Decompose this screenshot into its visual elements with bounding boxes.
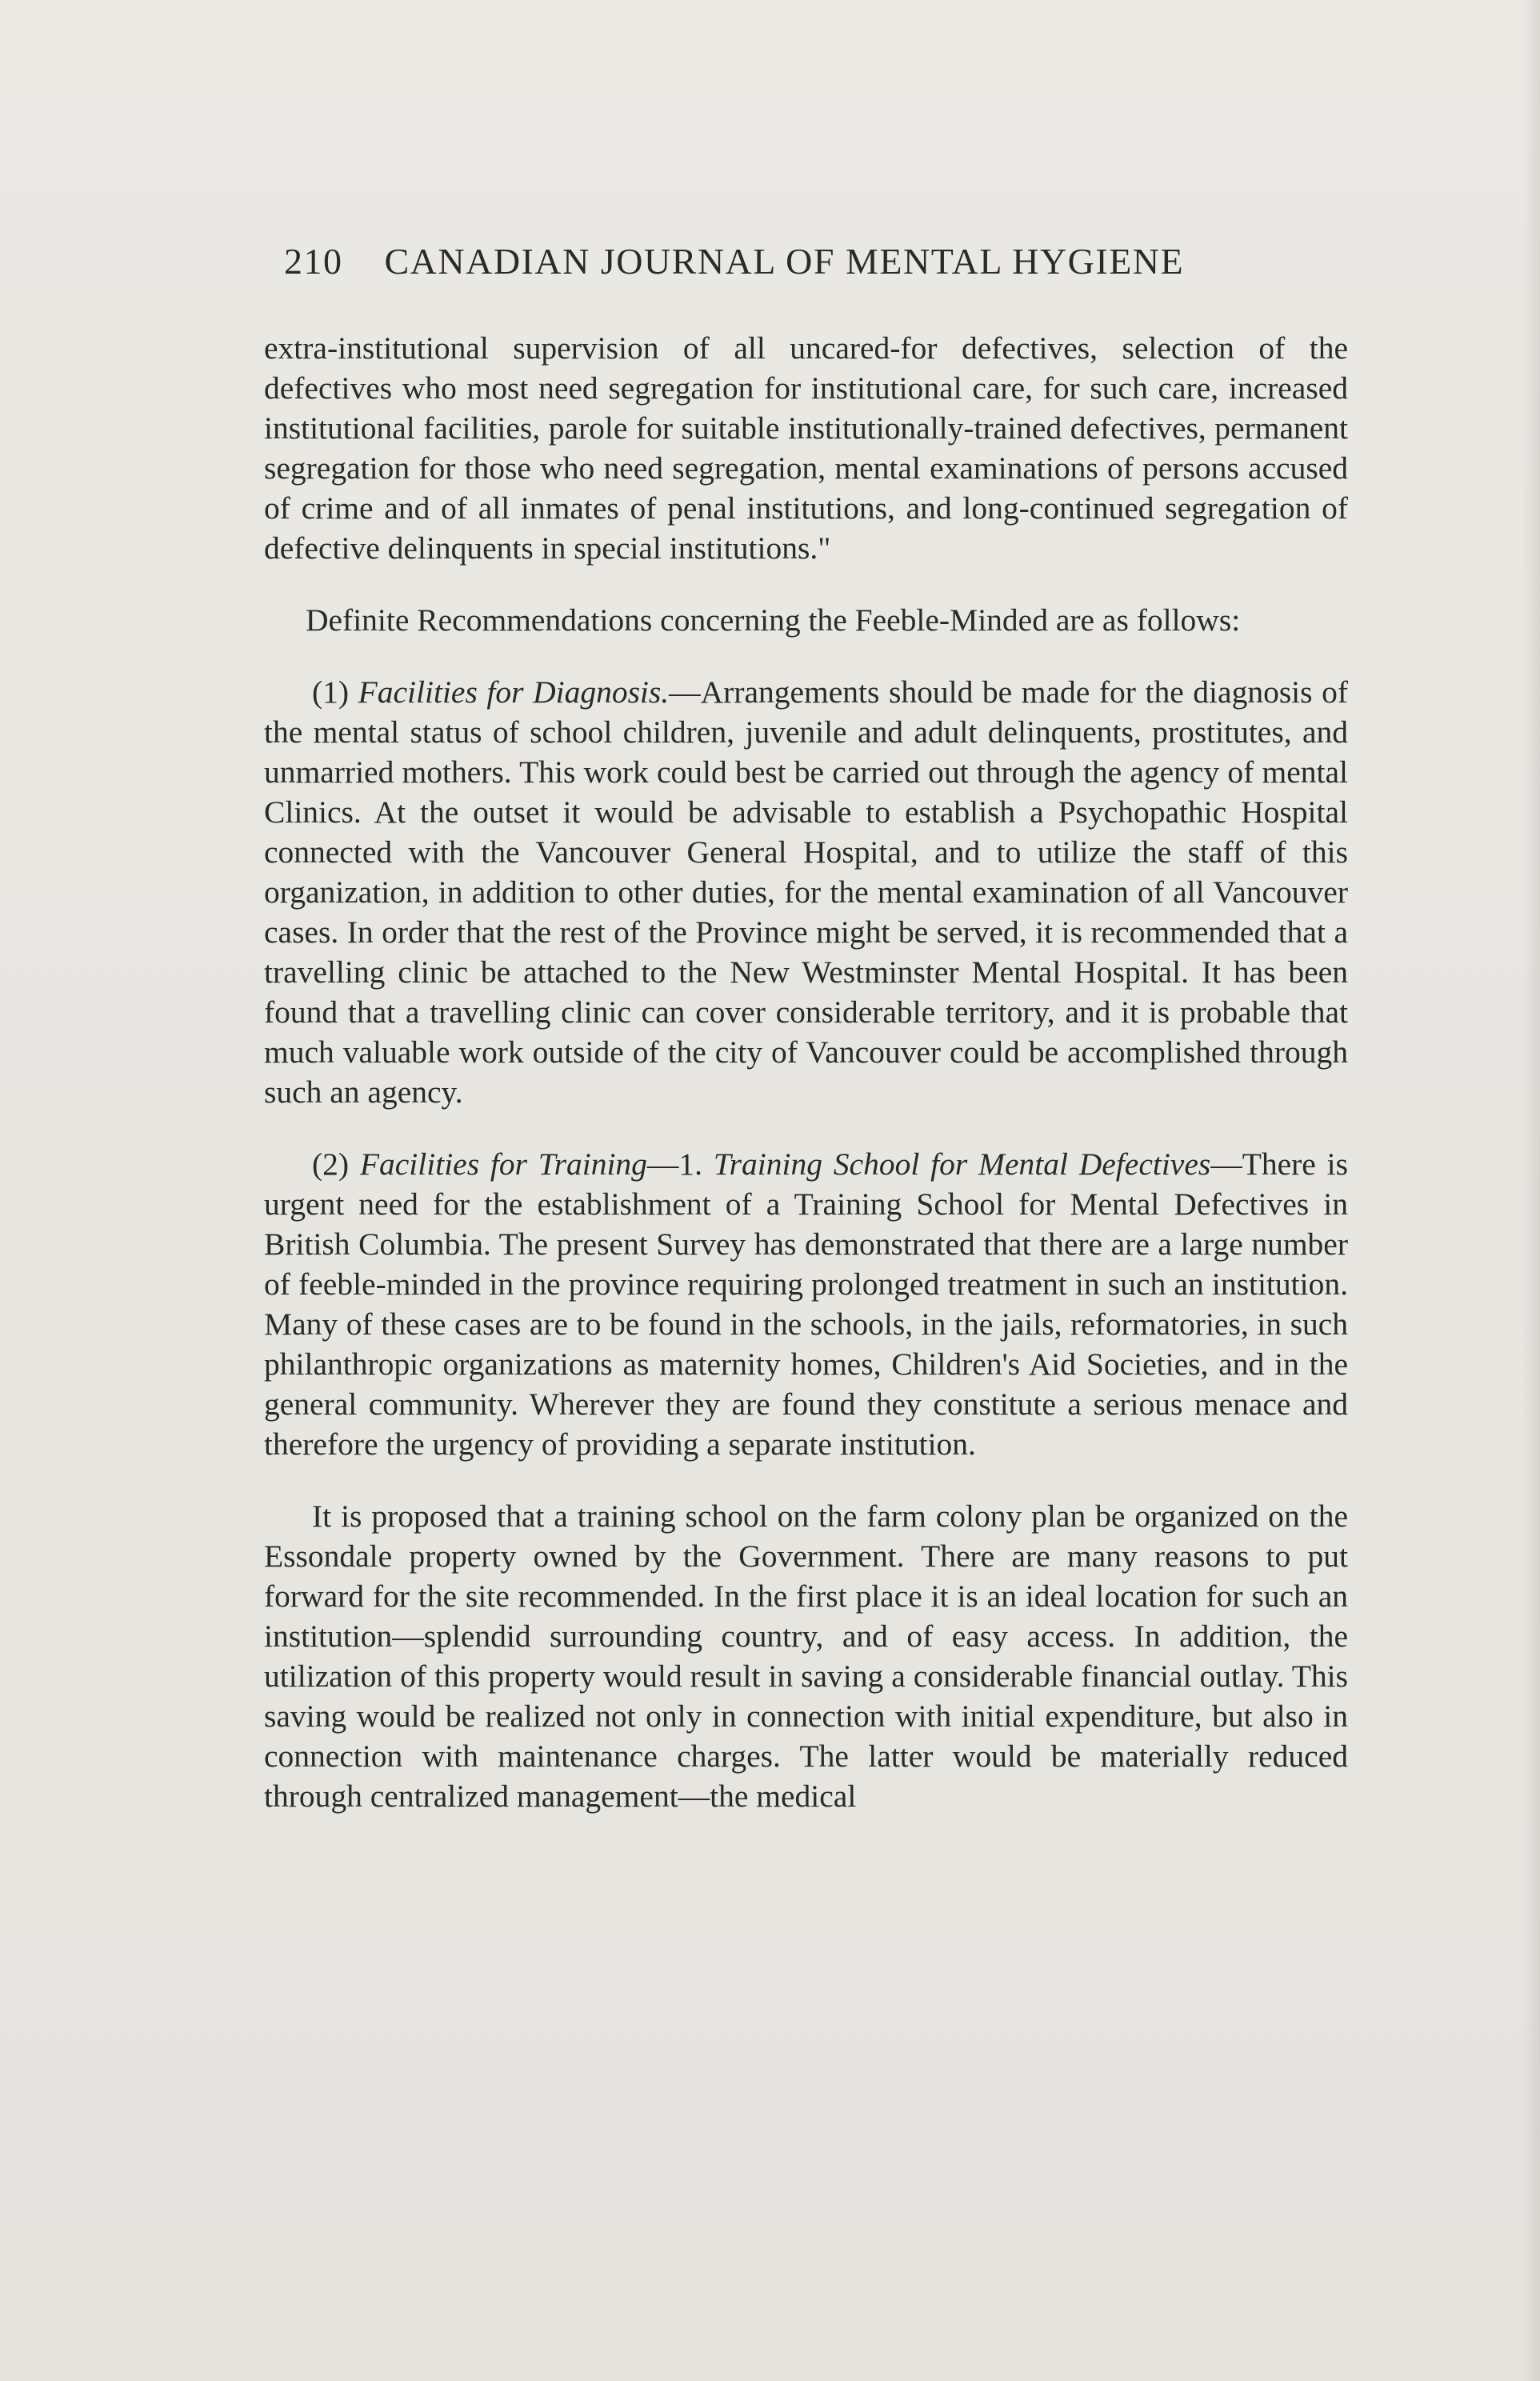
paragraph-essondale-proposal: It is proposed that a training school on the farm colony plan be organized on the Essondale property owned by the Government. There are many reasons to put forward for the site recommended. In the first place it is an ideal location for such an institution—splendid surrounding country, and of easy access. In addition, the utilization of this property would result in saving a considerable financial outlay. This saving would be realized not only in connection with initial expenditure, but also in connection with maintenance charges. The latter would be materially reduced through centralized management—the medical [264,1499,1348,1814]
running-header [284,240,1340,282]
paragraph-recommendations-intro: Definite Recommendations concerning the Feeble-Minded are as follows: [306,602,1241,638]
paragraph-body: —There is urgent need for the establishment of a Training School for Mental Defectives in British Columbia. The present Survey has demonstrated that there are a large number of feeble-minded in the province requiring prolonged treatment in such an institution. Many of these cases are to be found in the schools, in the jails, reformatories, in such philanthropic organizations as maternity homes, Children's Aid Societies, and in the general community. Wherever they are found they constitute a serious menace and therefore the urgency of providing a separate institution. [264,1146,1348,1462]
paragraph-body: —Arrangements should be made for the diagnosis of the mental status of school children, juvenile and adult delinquents, prostitutes, and unmarried mothers. This work could best be carried out through the agency of mental Clinics. At the outset it would be advisable to establish a Psychopathic Hospital connected with the Vancouver General Hospital, and to utilize the staff of this organization, in addition to other duties, for the mental examination of all Vancouver cases. In order that the rest of the Province might be served, it is recommended that a travelling clinic be attached to the New Westminster Mental Hospital. It has been found that a travelling clinic can cover considerable territory, and it is probable that much valuable work outside of the city of Vancouver could be accomplished through such an agency. [264,674,1349,1110]
paragraph-diagnosis [264,672,1348,1112]
paragraph-training [264,1144,1348,1464]
section-heading-diagnosis: Facilities for Diagnosis. [358,674,670,710]
section-heading-training: Facilities for Training [359,1146,647,1182]
journal-title: CANADIAN JOURNAL OF MENTAL HYGIENE [384,241,1185,282]
body-text [264,328,1348,1816]
item-number: (1) [312,674,350,710]
page-edge-shadow [1522,0,1540,2381]
heading-separator: —1. [646,1146,714,1182]
subsection-heading-training-school: Training School for Mental Defectives [713,1146,1211,1182]
page-number: 210 [284,241,343,282]
item-number: (2) [312,1146,350,1182]
paragraph-continuation: extra-institutional supervision of all uncared-for defectives, selection of the defectives who most need segregation for institutional care, for such care, increased institutional facilities, parole for suitable institutionally-trained defectives, permanent segregation for those who need segregation, mental examinations of persons accused of crime and of all inmates of penal institutions, and long-continued segregation of defective delinquents in special institutions." [264,330,1348,566]
